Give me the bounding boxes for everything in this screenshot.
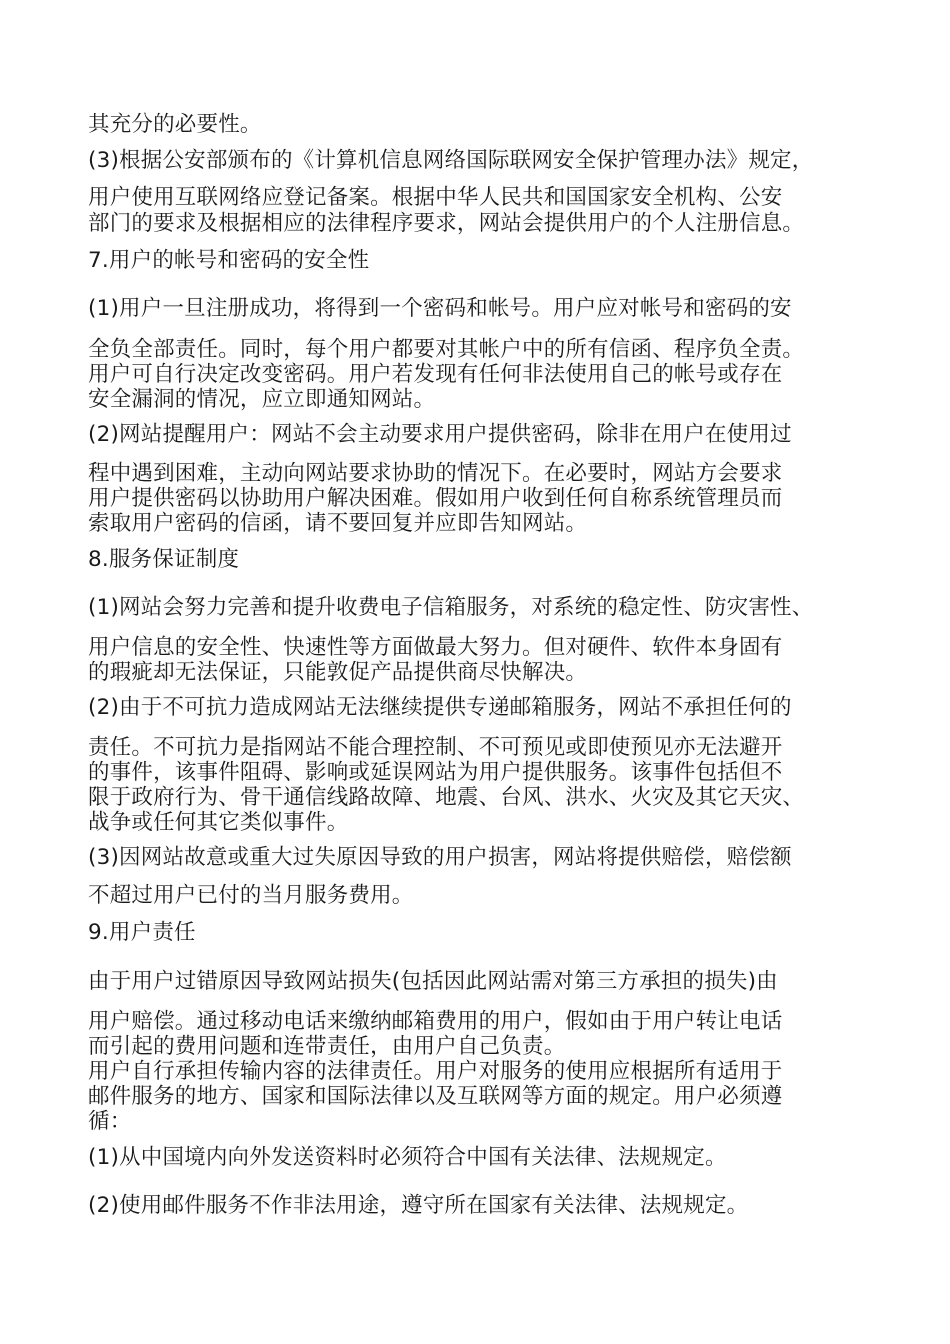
text-line: 全负全部责任。同时，每个用户都要对其帐户中的所有信函、程序负全责。 [88,337,805,362]
text-line: 索取用户密码的信函，请不要回复并应即告知网站。 [88,511,588,536]
text-line: (2)网站提醒用户：网站不会主动要求用户提供密码，除非在用户在使用过 [88,422,792,447]
text-line: 不超过用户已付的当月服务费用。 [88,883,414,908]
text-line: 的事件，该事件阻碍、影响或延误网站为用户提供服务。该事件包括但不 [88,760,783,785]
text-line: 的瑕疵却无法保证，只能敦促产品提供商尽快解决。 [88,660,588,685]
text-line: (1)网站会努力完善和提升收费电子信箱服务，对系统的稳定性、防灾害性、 [88,595,814,620]
section-heading: 9.用户责任 [88,920,196,945]
text-line: 用户使用互联网络应登记备案。根据中华人民共和国国家安全机构、公安 [88,185,783,210]
text-line: (1)用户一旦注册成功，将得到一个密码和帐号。用户应对帐号和密码的安 [88,296,792,321]
text-line: 而引起的费用问题和连带责任，由用户自己负责。 [88,1034,566,1059]
text-line: 用户提供密码以协助用户解决困难。假如用户收到任何自称系统管理员而 [88,486,783,511]
text-line: 程中遇到困难，主动向网站要求协助的情况下。在必要时，网站方会要求 [88,461,783,486]
section-heading: 8.服务保证制度 [88,547,240,572]
text-line: 循： [88,1109,132,1134]
text-line: 部门的要求及根据相应的法律程序要求，网站会提供用户的个人注册信息。 [88,211,805,236]
text-line: 限于政府行为、骨干通信线路故障、地震、台风、洪水、火灾及其它天灾、 [88,785,805,810]
text-line: 用户赔偿。通过移动电话来缴纳邮箱费用的用户，假如由于用户转让电话 [88,1009,783,1034]
text-line: 用户可自行决定改变密码。用户若发现有任何非法使用自己的帐号或存在 [88,362,783,387]
text-line: 用户自行承担传输内容的法律责任。用户对服务的使用应根据所有适用于 [88,1059,783,1084]
text-line: 战争或任何其它类似事件。 [88,810,349,835]
text-line: (2)使用邮件服务不作非法用途，遵守所在国家有关法律、法规规定。 [88,1193,749,1218]
text-line: (2)由于不可抗力造成网站无法继续提供专递邮箱服务，网站不承担任何的 [88,695,792,720]
section-heading: 7.用户的帐号和密码的安全性 [88,248,370,273]
text-line: (3)因网站故意或重大过失原因导致的用户损害，网站将提供赔偿，赔偿额 [88,845,792,870]
text-line: 用户信息的安全性、快速性等方面做最大努力。但对硬件、软件本身固有 [88,635,783,660]
text-line: 安全漏洞的情况，应立即通知网站。 [88,387,436,412]
text-line: (1)从中国境内向外发送资料时必须符合中国有关法律、法规规定。 [88,1145,727,1170]
text-line: 邮件服务的地方、国家和国际法律以及互联网等方面的规定。用户必须遵 [88,1084,783,1109]
text-line: (3)根据公安部颁布的《计算机信息网络国际联网安全保护管理办法》规定， [88,148,814,173]
text-line: 由于用户过错原因导致网站损失(包括因此网站需对第三方承担的损失)由 [88,969,778,994]
text-line: 其充分的必要性。 [88,112,262,137]
text-line: 责任。不可抗力是指网站不能合理控制、不可预见或即使预见亦无法避开 [88,735,783,760]
